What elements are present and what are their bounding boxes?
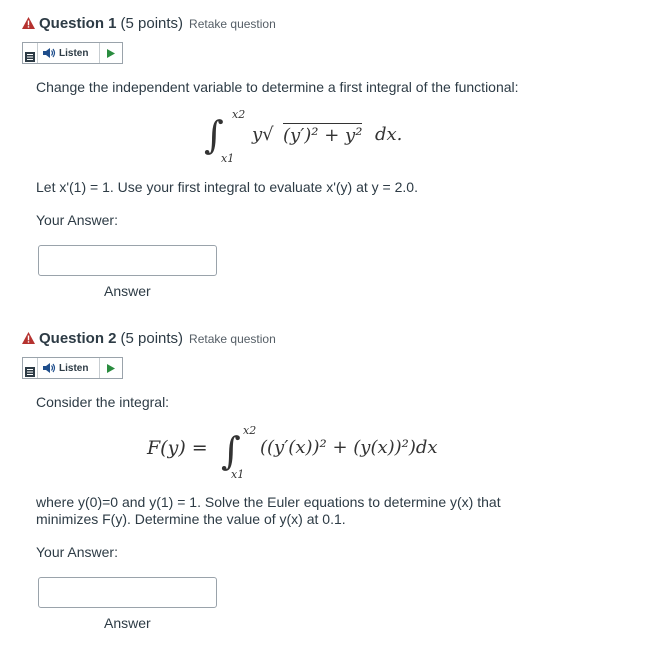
- question-2-followup: where y(0)=0 and y(1) = 1. Solve the Euler equations to determine y(x) that minimizes F(y). Determine the value of y(x) at 0.1.: [36, 494, 501, 527]
- lower-limit: x1: [231, 468, 245, 481]
- equation-lhs: F(y) =: [147, 437, 208, 459]
- listen-menu-button[interactable]: [23, 358, 38, 378]
- speaker-icon: [43, 363, 56, 373]
- question-2-your-answer: Your Answer:: [36, 544, 118, 560]
- listen-widget-1: [22, 42, 123, 64]
- play-button[interactable]: [99, 358, 122, 378]
- integrand-start: y√: [252, 124, 274, 145]
- retake-question-2-link[interactable]: Retake question: [189, 332, 276, 346]
- retake-question-1-link[interactable]: Retake question: [189, 17, 276, 31]
- warning-icon: [22, 332, 35, 344]
- question-1-title: Question 1: [39, 15, 117, 32]
- question-2-answer-label: Answer: [104, 615, 151, 631]
- question-1-header: [22, 15, 276, 32]
- question-1-your-answer: Your Answer:: [36, 212, 118, 228]
- question-2-title: Question 2: [39, 330, 117, 347]
- integrand: ((y′(x))² + (y(x))²)dx: [260, 437, 438, 458]
- listen-label: Listen: [59, 47, 89, 59]
- question-2-points: (5 points): [120, 330, 184, 347]
- play-icon: [107, 364, 115, 373]
- warning-icon: [22, 17, 35, 29]
- question-1-equation: [204, 108, 424, 168]
- lower-limit: x1: [221, 152, 235, 165]
- question-2-header: [22, 330, 276, 347]
- integrand-tail: dx.: [375, 124, 403, 145]
- question-1-prompt: Change the independent variable to determine a first integral of the functional:: [36, 79, 519, 95]
- question-1-followup: Let x'(1) = 1. Use your first integral to evaluate x'(y) at y = 2.0.: [36, 179, 418, 195]
- radicand: (y′)² + y²: [283, 125, 363, 146]
- question-2-prompt: Consider the integral:: [36, 394, 170, 410]
- play-button[interactable]: [99, 43, 122, 63]
- play-icon: [107, 49, 115, 58]
- upper-limit: x2: [243, 424, 257, 437]
- listen-widget-2: [22, 357, 123, 379]
- menu-icon: [25, 52, 35, 62]
- integral-sign: ∫: [204, 113, 224, 157]
- listen-menu-button[interactable]: [23, 43, 38, 63]
- upper-limit: x2: [232, 108, 246, 121]
- listen-label: Listen: [59, 362, 89, 374]
- listen-button[interactable]: [38, 358, 88, 378]
- question-1-points: (5 points): [120, 15, 184, 32]
- question-2-equation: [147, 422, 477, 484]
- menu-icon: [25, 367, 35, 377]
- question-2-answer-input[interactable]: [38, 577, 217, 608]
- question-1-answer-input[interactable]: [38, 245, 217, 276]
- question-1-answer-label: Answer: [104, 283, 151, 299]
- listen-button[interactable]: [38, 43, 88, 63]
- integral-sign: ∫: [221, 429, 241, 473]
- speaker-icon: [43, 48, 56, 58]
